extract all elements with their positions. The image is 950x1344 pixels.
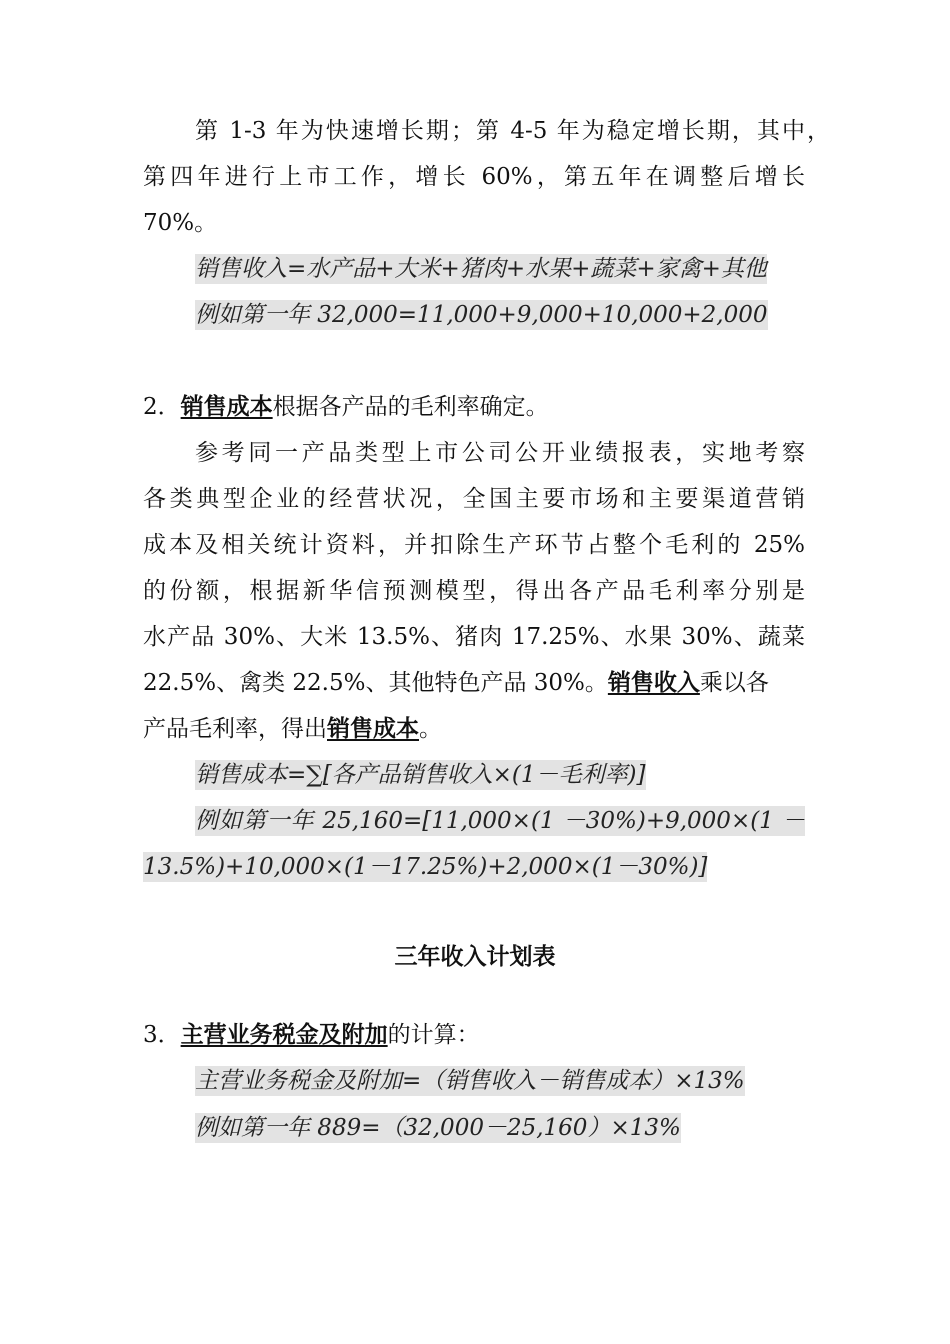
formula-line: 13.5%)+10,000×(1－17.25%)+2,000×(1－30%)]: [143, 854, 708, 880]
paragraph-text: 22.5%、禽类 22.5%、其他特色产品 30%。: [143, 670, 608, 696]
paragraph-line: 第四年进行上市工作，增长 60%，第五年在调整后增长: [143, 164, 805, 190]
formula-line: 例如第一年 32,000=11,000+9,000+10,000+2,000: [195, 302, 768, 328]
formula-line: 例如第一年 889=（32,000－25,160）×13%: [195, 1115, 681, 1141]
section-number: 2．: [143, 394, 181, 420]
section-heading-3: [143, 1020, 480, 1050]
paragraph-line: 成本及相关统计资料，并扣除生产环节占整个毛利的 25%: [143, 532, 805, 558]
term-sales-revenue: 销售收入: [607, 669, 700, 696]
section-term: 主营业务税金及附加: [180, 1021, 388, 1048]
section-term: 销售成本: [180, 393, 273, 420]
paragraph-line: 70%。: [143, 210, 218, 236]
formula-line: 销售成本=∑[各产品销售收入×(1－毛利率)]: [195, 762, 646, 788]
paragraph-text: 乘以各: [699, 670, 769, 696]
paragraph-line: [143, 668, 769, 698]
section-number: 3．: [143, 1022, 181, 1048]
paragraph-text: 。: [419, 716, 442, 742]
term-sales-cost: 销售成本: [327, 715, 419, 742]
formula-line: 销售收入=水产品+大米+猪肉+水果+蔬菜+家禽+其他: [195, 256, 767, 282]
formula-line: 例如第一年 25,160=[11,000×(1 －30%)+9,000×(1 －: [195, 808, 805, 834]
table-title: 三年收入计划表: [394, 943, 556, 970]
paragraph-line: [143, 714, 442, 744]
paragraph-line: 水产品 30%、大米 13.5%、猪肉 17.25%、水果 30%、蔬菜: [143, 624, 805, 650]
section-heading-2: [143, 392, 549, 422]
paragraph-line: 各类典型企业的经营状况，全国主要市场和主要渠道营销: [143, 486, 805, 512]
paragraph-line: 参考同一产品类型上市公司公开业绩报表，实地考察: [195, 440, 805, 466]
paragraph-line: 的份额，根据新华信预测模型，得出各产品毛利率分别是: [143, 578, 805, 604]
section-text: 的计算：: [387, 1022, 480, 1048]
paragraph-text: 产品毛利率，得出: [143, 716, 327, 742]
paragraph-line: 第 1-3 年为快速增长期；第 4-5 年为稳定增长期，其中，: [195, 118, 830, 144]
section-text: 根据各产品的毛利率确定。: [272, 394, 549, 420]
formula-line: 主营业务税金及附加=（销售收入－销售成本）×13%: [195, 1068, 745, 1094]
